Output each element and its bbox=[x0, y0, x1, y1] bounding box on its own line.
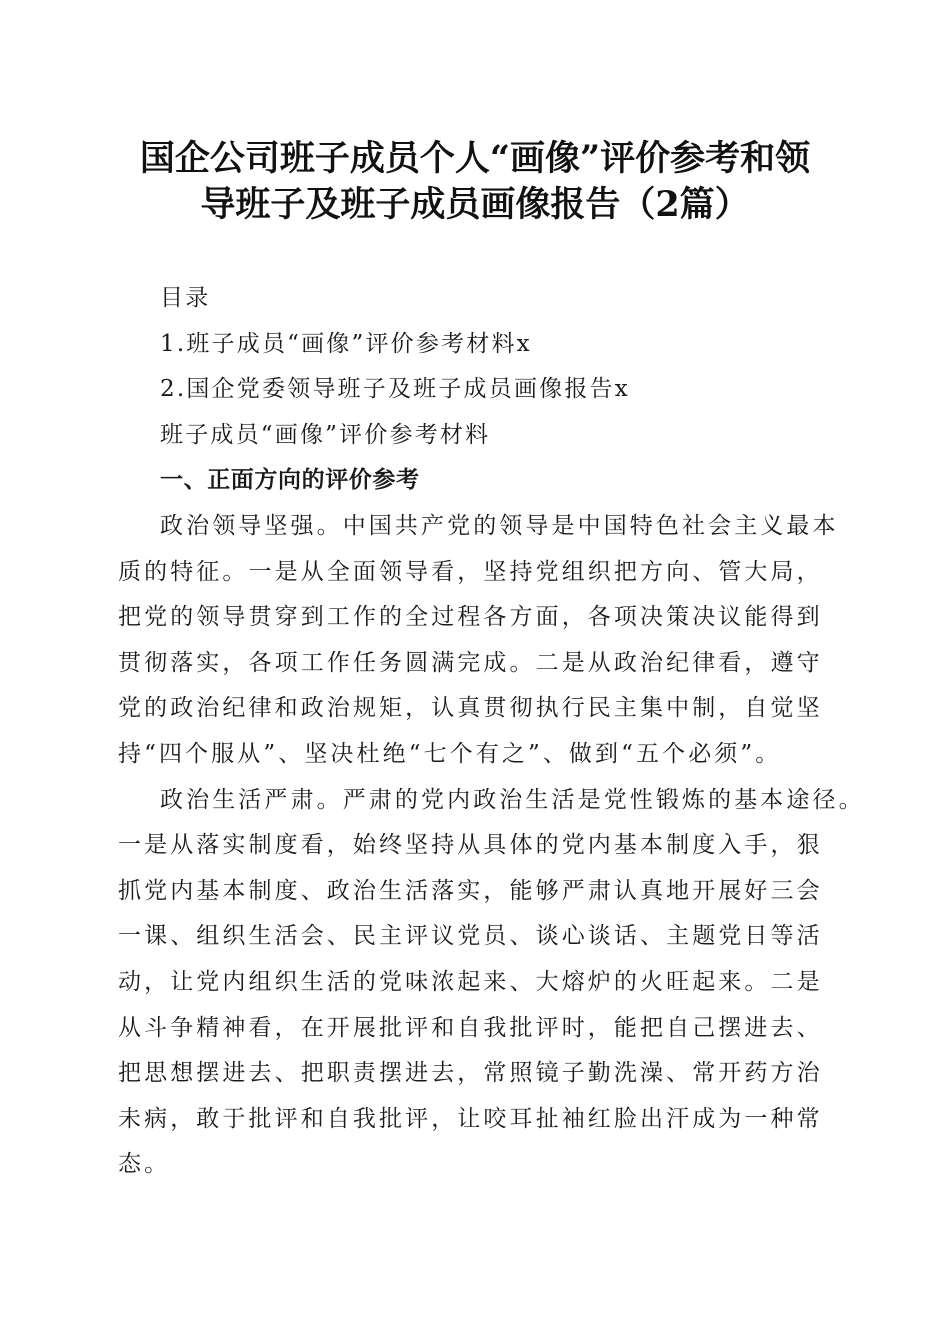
document-title bbox=[100, 136, 850, 228]
toc-item-1: 1.班子成员“画像”评价参考材料x bbox=[160, 330, 532, 357]
paragraph-line: 把思想摆进去、把职责摆进去，常照镜子勤洗澡、常开药方治 bbox=[118, 1060, 823, 1087]
document-body bbox=[118, 276, 865, 1188]
section-heading: 一、正面方向的评价参考 bbox=[160, 467, 420, 494]
paragraph-line: 政治领导坚强。中国共产党的领导是中国特色社会主义最本 bbox=[160, 512, 839, 539]
paragraph-line: 动，让党内组织生活的党味浓起来、大熔炉的火旺起来。二是 bbox=[118, 968, 823, 995]
paragraph-line: 持“四个服从”、坚决杜绝“七个有之”、做到“五个必须”。 bbox=[118, 740, 782, 767]
paragraph-line: 一是从落实制度看，始终坚持从具体的党内基本制度入手，狠 bbox=[118, 832, 823, 859]
paragraph-line: 政治生活严肃。严肃的党内政治生活是党性锻炼的基本途径。 bbox=[160, 786, 865, 813]
doc-subtitle: 班子成员“画像”评价参考材料 bbox=[160, 421, 491, 448]
paragraph-line: 抓党内基本制度、政治生活落实，能够严肃认真地开展好三会 bbox=[118, 877, 823, 904]
paragraph-line: 质的特征。一是从全面领导看，坚持党组织把方向、管大局， bbox=[118, 558, 823, 585]
paragraph-line: 党的政治纪律和政治规矩，认真贯彻执行民主集中制，自觉坚 bbox=[118, 695, 823, 722]
paragraph-political-leadership bbox=[118, 504, 839, 778]
paragraph-line: 态。 bbox=[118, 1151, 171, 1178]
toc-item-2: 2.国企党委领导班子及班子成员画像报告x bbox=[160, 376, 630, 403]
paragraph-line: 一课、组织生活会、民主评议党员、谈心谈话、主题党日等活 bbox=[118, 923, 823, 950]
paragraph-line: 贯彻落实，各项工作任务圆满完成。二是从政治纪律看，遵守 bbox=[118, 649, 823, 676]
title-line-2: 导班子及班子成员画像报告（2篇） bbox=[200, 184, 750, 225]
toc-heading: 目录 bbox=[160, 285, 211, 311]
paragraph-line: 从斗争精神看，在开展批评和自我批评时，能把自己摆进去、 bbox=[118, 1014, 823, 1041]
paragraph-line: 未病，敢于批评和自我批评，让咬耳扯袖红脸出汗成为一种常 bbox=[118, 1105, 823, 1132]
paragraph-political-life bbox=[118, 778, 865, 1188]
title-line-1: 国企公司班子成员个人“画像”评价参考和领 bbox=[139, 138, 811, 179]
paragraph-line: 把党的领导贯穿到工作的全过程各方面，各项决策决议能得到 bbox=[118, 604, 823, 631]
